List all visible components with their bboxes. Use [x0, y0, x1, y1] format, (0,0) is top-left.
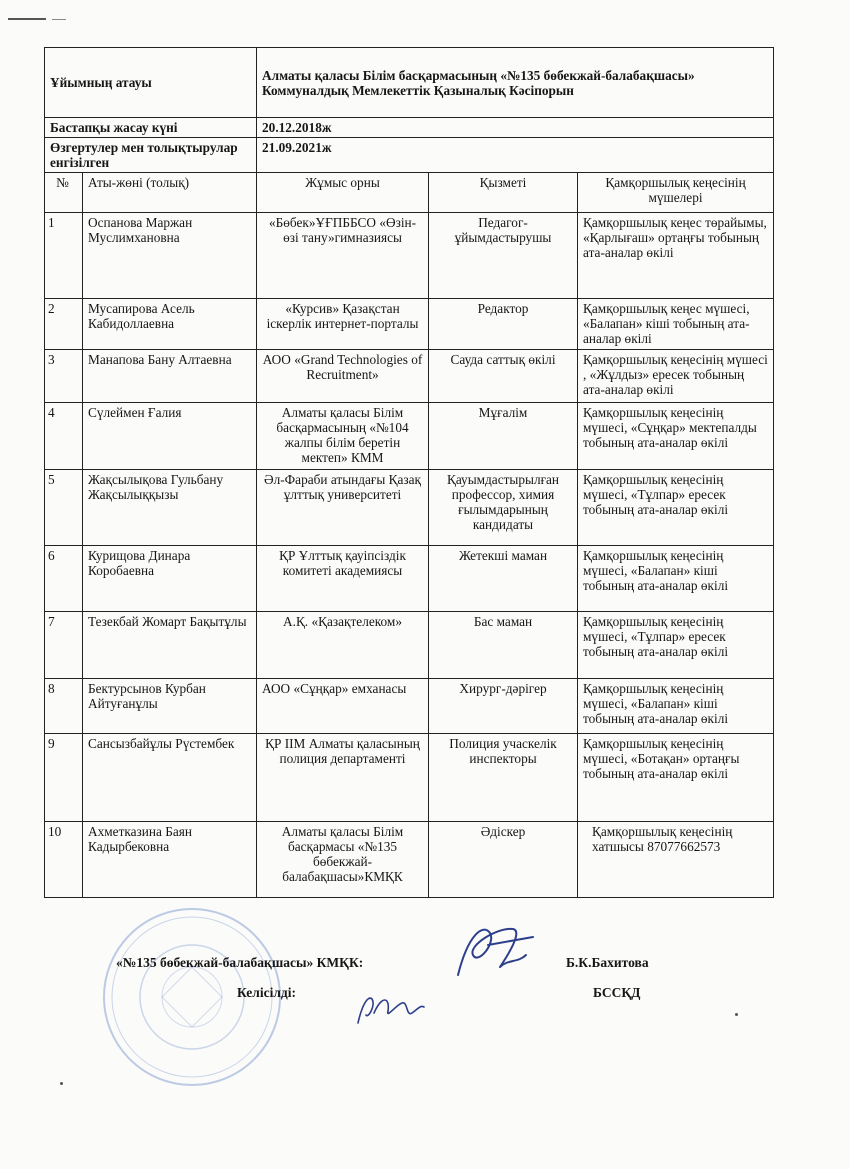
member-board-role: Қамқоршылық кеңесінің мүшесі, «Тұлпар» ересек тобының ата-аналар өкілі [578, 612, 774, 679]
member-name: Мусапирова Асель Кабидоллаевна [83, 299, 257, 350]
scan-mark [8, 18, 46, 20]
member-workplace: ҚР ІІМ Алматы қаласының полиция департаменті [257, 734, 429, 822]
row-number: 2 [45, 299, 83, 350]
member-name: Бектурсынов Курбан Айтуғанұлы [83, 679, 257, 734]
member-board-role: Қамқоршылық кеңесінің мүшесі, «Балапан» кіші тобының ата-аналар өкілі [578, 679, 774, 734]
member-position: Қауымдастырылған профессор, химия ғылымдарының кандидаты [429, 470, 578, 546]
scan-mark [52, 19, 66, 20]
member-name: Тезекбай Жомарт Бақытұлы [83, 612, 257, 679]
changes-date-value: 21.09.2021ж [257, 138, 774, 173]
start-date-label: Бастапқы жасау күні [45, 118, 257, 138]
row-number: 6 [45, 546, 83, 612]
org-name-row [45, 48, 774, 118]
member-position: Бас маман [429, 612, 578, 679]
row-number: 9 [45, 734, 83, 822]
member-board-role: Қамқоршылық кеңес мүшесі, «Балапан» кіші тобының ата-аналар өкілі [578, 299, 774, 350]
table-row [45, 403, 774, 470]
member-workplace: А.Қ. «Қазақтелеком» [257, 612, 429, 679]
table-row [45, 470, 774, 546]
org-name-label: Ұйымның атауы [45, 48, 257, 118]
table-row [45, 213, 774, 299]
member-position: Хирург-дәрігер [429, 679, 578, 734]
member-workplace: «Бөбек»ҰҒПББСО «Өзін-өзі тану»гимназиясы [257, 213, 429, 299]
scan-speck [60, 1082, 63, 1085]
row-number: 8 [45, 679, 83, 734]
member-board-role: Қамқоршылық кеңесінің мүшесі, «Сұңқар» мектепалды тобының ата-аналар өкілі [578, 403, 774, 470]
member-position: Полиция учаскелік инспекторы [429, 734, 578, 822]
table-row [45, 299, 774, 350]
signature-icon [348, 985, 428, 1030]
board-members-table [44, 47, 774, 898]
row-number: 3 [45, 350, 83, 403]
member-workplace: Алматы қаласы Білім басқармасының «№104 жалпы білім беретін мектеп» КММ [257, 403, 429, 470]
column-header: Аты-жөні (толық) [83, 173, 257, 213]
row-number: 10 [45, 822, 83, 898]
column-header: Қамқоршылық кеңесінің мүшелері [578, 173, 774, 213]
member-board-role: Қамқоршылық кеңесінің хатшысы 87077662573 [578, 822, 774, 898]
signature-icon [438, 915, 548, 990]
start-date-row [45, 118, 774, 138]
row-number: 7 [45, 612, 83, 679]
member-name: Курищова Динара Коробаевна [83, 546, 257, 612]
member-position: Әдіскер [429, 822, 578, 898]
member-name: Манапова Бану Алтаевна [83, 350, 257, 403]
member-workplace: АОО «Grand Technologies of Recruitment» [257, 350, 429, 403]
member-board-role: Қамқоршылық кеңесінің мүшесі, «Тұлпар» ересек тобының ата-аналар өкілі [578, 470, 774, 546]
member-board-role: Қамқоршылық кеңесінің мүшесі, «Балапан» кіші тобының ата-аналар өкілі [578, 546, 774, 612]
row-number: 4 [45, 403, 83, 470]
member-workplace: АОО «Сұңқар» емханасы [257, 679, 429, 734]
member-board-role: Қамқоршылық кеңесінің мүшесі, «Ботақан» ортаңғы тобының ата-аналар өкілі [578, 734, 774, 822]
row-number: 1 [45, 213, 83, 299]
scan-speck [735, 1013, 738, 1016]
table-row [45, 822, 774, 898]
member-workplace: Алматы қаласы Білім басқармасы «№135 бөбекжай-балабақшасы»КМҚК [257, 822, 429, 898]
org-name-value: Алматы қаласы Білім басқармасының «№135 бөбекжай-балабақшасы» Коммуналдық Мемлекеттік Қазыналық Кәсіпорын [257, 48, 774, 118]
column-header: Қызметі [429, 173, 578, 213]
table-row [45, 679, 774, 734]
member-position: Редактор [429, 299, 578, 350]
footer-agreed-org: БССҚД [593, 985, 641, 1000]
member-board-role: Қамқоршылық кеңесінің мүшесі , «Жұлдыз» ересек тобының ата-аналар өкілі [578, 350, 774, 403]
changes-date-row [45, 138, 774, 173]
member-workplace: ҚР Ұлттық қауіпсіздік комитеті академиясы [257, 546, 429, 612]
member-board-role: Қамқоршылық кеңес төрайымы, «Қарлығаш» ортаңғы тобының ата-аналар өкілі [578, 213, 774, 299]
footer-agreed-label: Келісілді: [237, 985, 296, 1000]
footer-organization: «№135 бөбекжай-балабақшасы» КМҚК: [116, 955, 364, 970]
member-name: Сүлеймен Ғалия [83, 403, 257, 470]
table-row [45, 612, 774, 679]
member-name: Оспанова Маржан Муслимхановна [83, 213, 257, 299]
member-position: Сауда саттық өкілі [429, 350, 578, 403]
member-name: Жақсылықова Гульбану Жақсылыққызы [83, 470, 257, 546]
member-position: Мұғалім [429, 403, 578, 470]
column-header: № [45, 173, 83, 213]
member-name: Ахметказина Баян Кадырбековна [83, 822, 257, 898]
changes-date-label: Өзгертулер мен толықтырулар енгізілген [45, 138, 257, 173]
member-position: Жетекші маман [429, 546, 578, 612]
member-workplace: «Курсив» Қазақстан іскерлік интернет-порталы [257, 299, 429, 350]
start-date-value: 20.12.2018ж [257, 118, 774, 138]
footer-head-name: Б.К.Бахитова [566, 955, 649, 970]
table-row [45, 734, 774, 822]
table-row [45, 350, 774, 403]
column-header: Жұмыс орны [257, 173, 429, 213]
member-workplace: Әл-Фараби атындағы Қазақ ұлттық университеті [257, 470, 429, 546]
member-position: Педагог-ұйымдастырушы [429, 213, 578, 299]
table-row [45, 546, 774, 612]
member-name: Сансызбайұлы Рүстембек [83, 734, 257, 822]
row-number: 5 [45, 470, 83, 546]
column-header-row [45, 173, 774, 213]
